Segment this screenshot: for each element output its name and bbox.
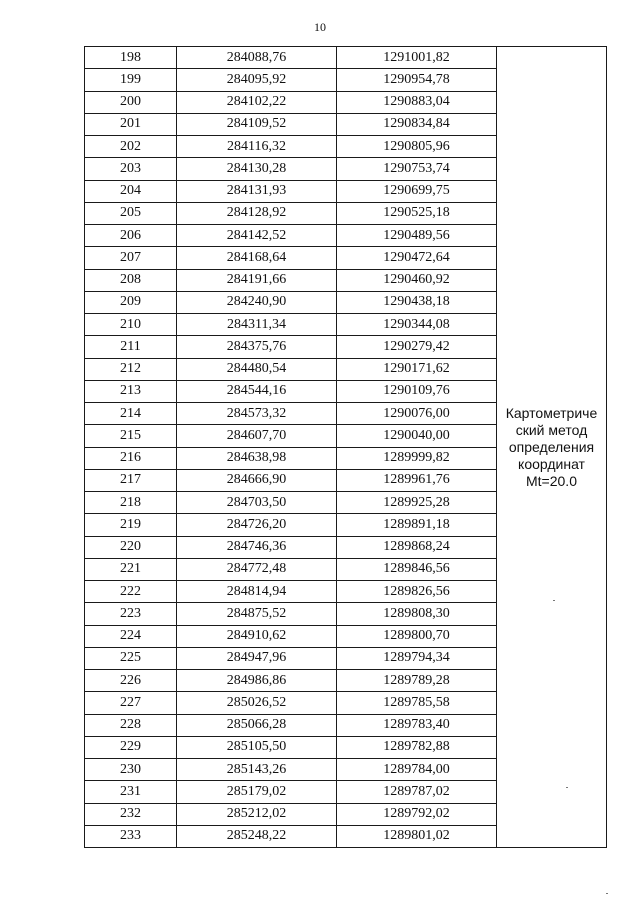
y-coordinate-cell: 1290753,74 bbox=[337, 158, 497, 180]
method-note-line: координат bbox=[518, 455, 585, 472]
point-number-cell: 221 bbox=[85, 558, 177, 580]
x-coordinate-cell: 284128,92 bbox=[177, 202, 337, 224]
y-coordinate-cell: 1289961,76 bbox=[337, 469, 497, 491]
point-number-cell: 208 bbox=[85, 269, 177, 291]
point-number-cell: 213 bbox=[85, 380, 177, 402]
y-coordinate-cell: 1289789,28 bbox=[337, 670, 497, 692]
x-coordinate-cell: 284191,66 bbox=[177, 269, 337, 291]
x-coordinate-cell: 284095,92 bbox=[177, 69, 337, 91]
point-number-cell: 233 bbox=[85, 825, 177, 847]
x-coordinate-cell: 284375,76 bbox=[177, 336, 337, 358]
point-number-cell: 227 bbox=[85, 692, 177, 714]
method-note-line: Mt=20.0 bbox=[526, 472, 577, 489]
scan-speck bbox=[566, 787, 568, 788]
x-coordinate-cell: 284102,22 bbox=[177, 91, 337, 113]
point-number-cell: 216 bbox=[85, 447, 177, 469]
y-coordinate-cell: 1289787,02 bbox=[337, 781, 497, 803]
y-coordinate-cell: 1290525,18 bbox=[337, 202, 497, 224]
point-number-cell: 215 bbox=[85, 425, 177, 447]
scan-speck bbox=[553, 600, 555, 601]
y-coordinate-cell: 1290109,76 bbox=[337, 380, 497, 402]
x-coordinate-cell: 285248,22 bbox=[177, 825, 337, 847]
y-coordinate-cell: 1289891,18 bbox=[337, 514, 497, 536]
point-number-cell: 225 bbox=[85, 647, 177, 669]
y-coordinate-cell: 1289784,00 bbox=[337, 759, 497, 781]
y-coordinate-cell: 1289800,70 bbox=[337, 625, 497, 647]
x-coordinate-cell: 284109,52 bbox=[177, 113, 337, 135]
y-coordinate-cell: 1289808,30 bbox=[337, 603, 497, 625]
y-coordinate-cell: 1290954,78 bbox=[337, 69, 497, 91]
y-coordinate-cell: 1290076,00 bbox=[337, 403, 497, 425]
x-coordinate-cell: 284088,76 bbox=[177, 47, 337, 69]
x-coordinate-cell: 285143,26 bbox=[177, 759, 337, 781]
y-coordinate-cell: 1289999,82 bbox=[337, 447, 497, 469]
x-coordinate-cell: 285066,28 bbox=[177, 714, 337, 736]
y-coordinate-cell: 1289782,88 bbox=[337, 736, 497, 758]
x-coordinate-cell: 284131,93 bbox=[177, 180, 337, 202]
point-number-cell: 200 bbox=[85, 91, 177, 113]
y-coordinate-cell: 1290489,56 bbox=[337, 225, 497, 247]
y-coordinate-cell: 1289785,58 bbox=[337, 692, 497, 714]
y-coordinate-cell: 1291001,82 bbox=[337, 47, 497, 69]
x-coordinate-cell: 284666,90 bbox=[177, 469, 337, 491]
table-row bbox=[85, 47, 607, 69]
x-coordinate-cell: 284116,32 bbox=[177, 136, 337, 158]
page-number: 10 bbox=[314, 20, 326, 34]
point-number-cell: 204 bbox=[85, 180, 177, 202]
x-coordinate-cell: 285026,52 bbox=[177, 692, 337, 714]
x-coordinate-cell: 284240,90 bbox=[177, 291, 337, 313]
y-coordinate-cell: 1290279,42 bbox=[337, 336, 497, 358]
y-coordinate-cell: 1290805,96 bbox=[337, 136, 497, 158]
point-number-cell: 219 bbox=[85, 514, 177, 536]
coordinates-table bbox=[84, 46, 607, 848]
y-coordinate-cell: 1289826,56 bbox=[337, 581, 497, 603]
method-note-line: Картометриче bbox=[505, 404, 598, 421]
y-coordinate-cell: 1289794,34 bbox=[337, 647, 497, 669]
point-number-cell: 209 bbox=[85, 291, 177, 313]
point-number-cell: 230 bbox=[85, 759, 177, 781]
point-number-cell: 205 bbox=[85, 202, 177, 224]
x-coordinate-cell: 284607,70 bbox=[177, 425, 337, 447]
point-number-cell: 210 bbox=[85, 314, 177, 336]
y-coordinate-cell: 1290438,18 bbox=[337, 291, 497, 313]
point-number-cell: 226 bbox=[85, 670, 177, 692]
y-coordinate-cell: 1290040,00 bbox=[337, 425, 497, 447]
point-number-cell: 201 bbox=[85, 113, 177, 135]
x-coordinate-cell: 284311,34 bbox=[177, 314, 337, 336]
point-number-cell: 232 bbox=[85, 803, 177, 825]
y-coordinate-cell: 1289868,24 bbox=[337, 536, 497, 558]
x-coordinate-cell: 284142,52 bbox=[177, 225, 337, 247]
y-coordinate-cell: 1289925,28 bbox=[337, 492, 497, 514]
x-coordinate-cell: 285179,02 bbox=[177, 781, 337, 803]
y-coordinate-cell: 1289783,40 bbox=[337, 714, 497, 736]
y-coordinate-cell: 1290883,04 bbox=[337, 91, 497, 113]
method-note-line: определения bbox=[508, 438, 595, 455]
point-number-cell: 228 bbox=[85, 714, 177, 736]
point-number-cell: 203 bbox=[85, 158, 177, 180]
x-coordinate-cell: 284480,54 bbox=[177, 358, 337, 380]
x-coordinate-cell: 284875,52 bbox=[177, 603, 337, 625]
scan-speck bbox=[606, 893, 608, 894]
point-number-cell: 229 bbox=[85, 736, 177, 758]
x-coordinate-cell: 285105,50 bbox=[177, 736, 337, 758]
y-coordinate-cell: 1290472,64 bbox=[337, 247, 497, 269]
y-coordinate-cell: 1289792,02 bbox=[337, 803, 497, 825]
point-number-cell: 202 bbox=[85, 136, 177, 158]
point-number-cell: 223 bbox=[85, 603, 177, 625]
point-number-cell: 220 bbox=[85, 536, 177, 558]
x-coordinate-cell: 284544,16 bbox=[177, 380, 337, 402]
point-number-cell: 198 bbox=[85, 47, 177, 69]
x-coordinate-cell: 284746,36 bbox=[177, 536, 337, 558]
point-number-cell: 231 bbox=[85, 781, 177, 803]
point-number-cell: 206 bbox=[85, 225, 177, 247]
x-coordinate-cell: 284130,28 bbox=[177, 158, 337, 180]
point-number-cell: 199 bbox=[85, 69, 177, 91]
point-number-cell: 218 bbox=[85, 492, 177, 514]
point-number-cell: 211 bbox=[85, 336, 177, 358]
point-number-cell: 207 bbox=[85, 247, 177, 269]
y-coordinate-cell: 1290834,84 bbox=[337, 113, 497, 135]
y-coordinate-cell: 1289801,02 bbox=[337, 825, 497, 847]
x-coordinate-cell: 284947,96 bbox=[177, 647, 337, 669]
point-number-cell: 224 bbox=[85, 625, 177, 647]
y-coordinate-cell: 1290344,08 bbox=[337, 314, 497, 336]
coordinates-table-body bbox=[85, 47, 607, 848]
x-coordinate-cell: 284573,32 bbox=[177, 403, 337, 425]
x-coordinate-cell: 284726,20 bbox=[177, 514, 337, 536]
x-coordinate-cell: 284814,94 bbox=[177, 581, 337, 603]
x-coordinate-cell: 284638,98 bbox=[177, 447, 337, 469]
x-coordinate-cell: 284703,50 bbox=[177, 492, 337, 514]
y-coordinate-cell: 1290171,62 bbox=[337, 358, 497, 380]
x-coordinate-cell: 285212,02 bbox=[177, 803, 337, 825]
point-number-cell: 214 bbox=[85, 403, 177, 425]
y-coordinate-cell: 1290460,92 bbox=[337, 269, 497, 291]
x-coordinate-cell: 284772,48 bbox=[177, 558, 337, 580]
y-coordinate-cell: 1290699,75 bbox=[337, 180, 497, 202]
point-number-cell: 212 bbox=[85, 358, 177, 380]
method-note-cell bbox=[497, 47, 607, 848]
x-coordinate-cell: 284986,86 bbox=[177, 670, 337, 692]
x-coordinate-cell: 284168,64 bbox=[177, 247, 337, 269]
point-number-cell: 217 bbox=[85, 469, 177, 491]
y-coordinate-cell: 1289846,56 bbox=[337, 558, 497, 580]
x-coordinate-cell: 284910,62 bbox=[177, 625, 337, 647]
point-number-cell: 222 bbox=[85, 581, 177, 603]
method-note-line: ский метод bbox=[515, 421, 588, 438]
